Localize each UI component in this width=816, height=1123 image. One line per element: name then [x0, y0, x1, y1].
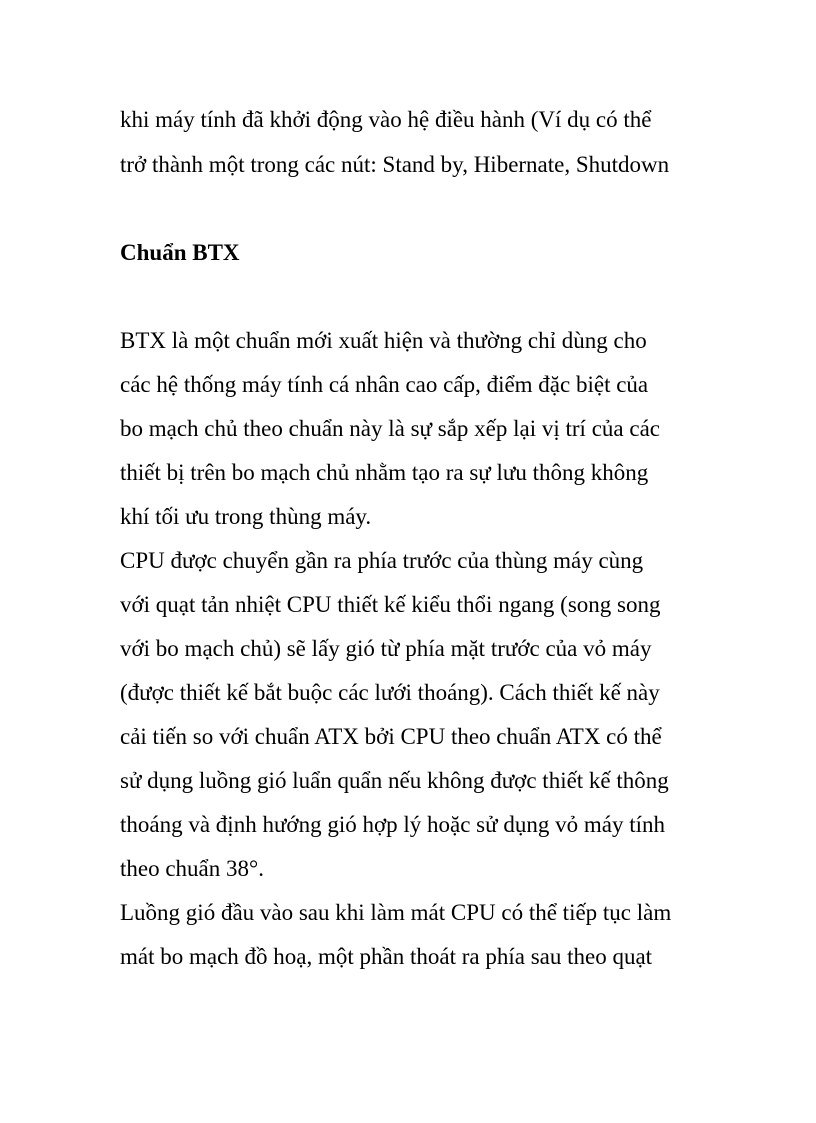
text-line: (được thiết kế bắt buộc các lưới thoáng). Cách thiết kế này — [120, 680, 660, 705]
text-line: các hệ thống máy tính cá nhân cao cấp, điểm đặc biệt của — [120, 372, 649, 397]
text-line: Luồng gió đầu vào sau khi làm mát CPU có thể tiếp tục làm — [120, 900, 672, 925]
text-line: CPU được chuyển gần ra phía trước của thùng máy cùng — [120, 548, 644, 573]
text-line: trở thành một trong các nút: Stand by, Hibernate, Shutdown — [120, 152, 670, 177]
text-line: theo chuẩn 38°. — [120, 856, 264, 881]
section-heading: Chuẩn BTX — [120, 240, 240, 265]
text-line: thiết bị trên bo mạch chủ nhằm tạo ra sự lưu thông không — [120, 460, 649, 485]
text-line: khi máy tính đã khởi động vào hệ điều hành (Ví dụ có thể — [120, 107, 652, 132]
text-line: khí tối ưu trong thùng máy. — [120, 504, 372, 529]
text-line: với quạt tản nhiệt CPU thiết kế kiểu thổi ngang (song song — [120, 592, 661, 617]
text-line: cải tiến so với chuẩn ATX bởi CPU theo chuẩn ATX có thể — [120, 724, 662, 749]
text-line: BTX là một chuẩn mới xuất hiện và thường chỉ dùng cho — [120, 328, 647, 353]
text-line: sử dụng luồng gió luẩn quẩn nếu không được thiết kế thông — [120, 768, 669, 793]
text-line: với bo mạch chủ) sẽ lấy gió từ phía mặt trước của vỏ máy — [120, 636, 652, 661]
text-line: bo mạch chủ theo chuẩn này là sự sắp xếp lại vị trí của các — [120, 416, 660, 441]
text-line: mát bo mạch đồ hoạ, một phần thoát ra phía sau theo quạt — [120, 944, 653, 969]
text-line: thoáng và định hướng gió hợp lý hoặc sử dụng vỏ máy tính — [120, 812, 665, 837]
